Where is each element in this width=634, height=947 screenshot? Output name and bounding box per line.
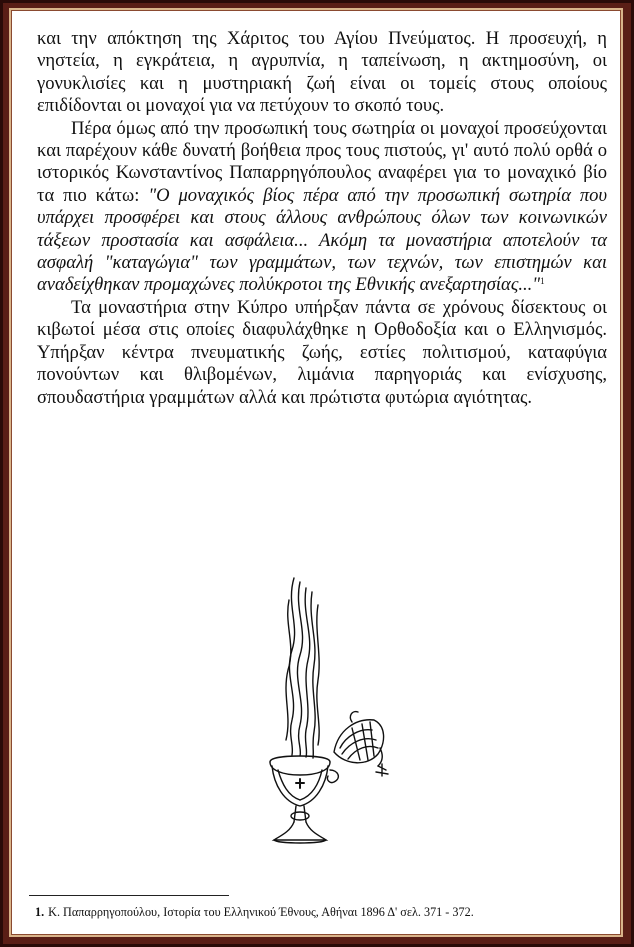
paragraph-3: Τα μοναστήρια στην Κύπρο υπήρξαν πάντα σε χρόνους δίσεκτους οι κιβωτοί μέσα στις οποίες διαφυλάχθηκε η Ορθοδοξία και ο Ελληνισμός. Υπήρξαν κέντρα πνευματικής ζωής, εστίες πολιτισμού, καταφύγια πονούντων και θλιβομένων, λιμάνια παρηγοριάς και ενίσχυσης, σπουδαστήρια γραμμάτων αλλά και πρώτιστα φυτώρια αγιότητας. (37, 296, 607, 408)
page (9, 8, 623, 937)
footnote-text: Κ. Παπαρρηγοπούλου, Ιστορία του Ελληνικού Έθνους, Αθήναι 1896 Δ' σελ. 371 - 372. (48, 905, 474, 919)
censer-icon (334, 712, 388, 776)
chalice-and-censer-icon (256, 570, 406, 850)
body-text (37, 28, 607, 409)
quotation: "Ο μοναχικός βίος πέρα από την προσωπική σωτηρία που υπάρχει προσφέρει και στους άλλους ανθρώπους όλων των κοινωνικών τάξεων προστασία και ασφάλεια... Ακόμη τα μοναστήρια αποτελούν τα ασφαλή "καταγώγια" των γραμμάτων, των τεχνών, των επιστημών και αναδείχθηκαν προμαχώνες πολύκροτοι της Εθνικής ανεξαρτησίας..." (37, 184, 607, 296)
footnote-number: 1. (35, 905, 45, 919)
paragraph-1: και την απόκτηση της Χάριτος του Αγίου Πνεύματος. Η προσευχή, η νηστεία, η εγκράτεια, η αγρυπνία, η ταπείνωση, η ακτημοσύνη, οι γονυκλισίες και η μυστηριακή ζωή είναι οι τομείς στους οποίους επιδίδονται οι μοναχοί για να πετύχουν το σκοπό τους. (37, 28, 607, 117)
paragraph-2 (37, 118, 607, 297)
footnote-divider (29, 895, 229, 896)
paragraph-2-intro: Πέρα όμως από την προσωπική τους σωτηρία οι μοναχοί προσεύχονται και παρέχουν κάθε δυνατή βοήθεια προς τους πιστούς, γι' αυτό πολύ ορθά ο ιστορικός Κωνσταντίνος Παπαρρηγόπουλος αναφέρει για το μοναχικό βίο τα πιο κάτω: (37, 117, 607, 206)
footnote-reference: 1 (540, 276, 545, 287)
smoke-icon (286, 578, 319, 758)
chalice-icon (270, 756, 338, 843)
footnote (35, 905, 615, 920)
